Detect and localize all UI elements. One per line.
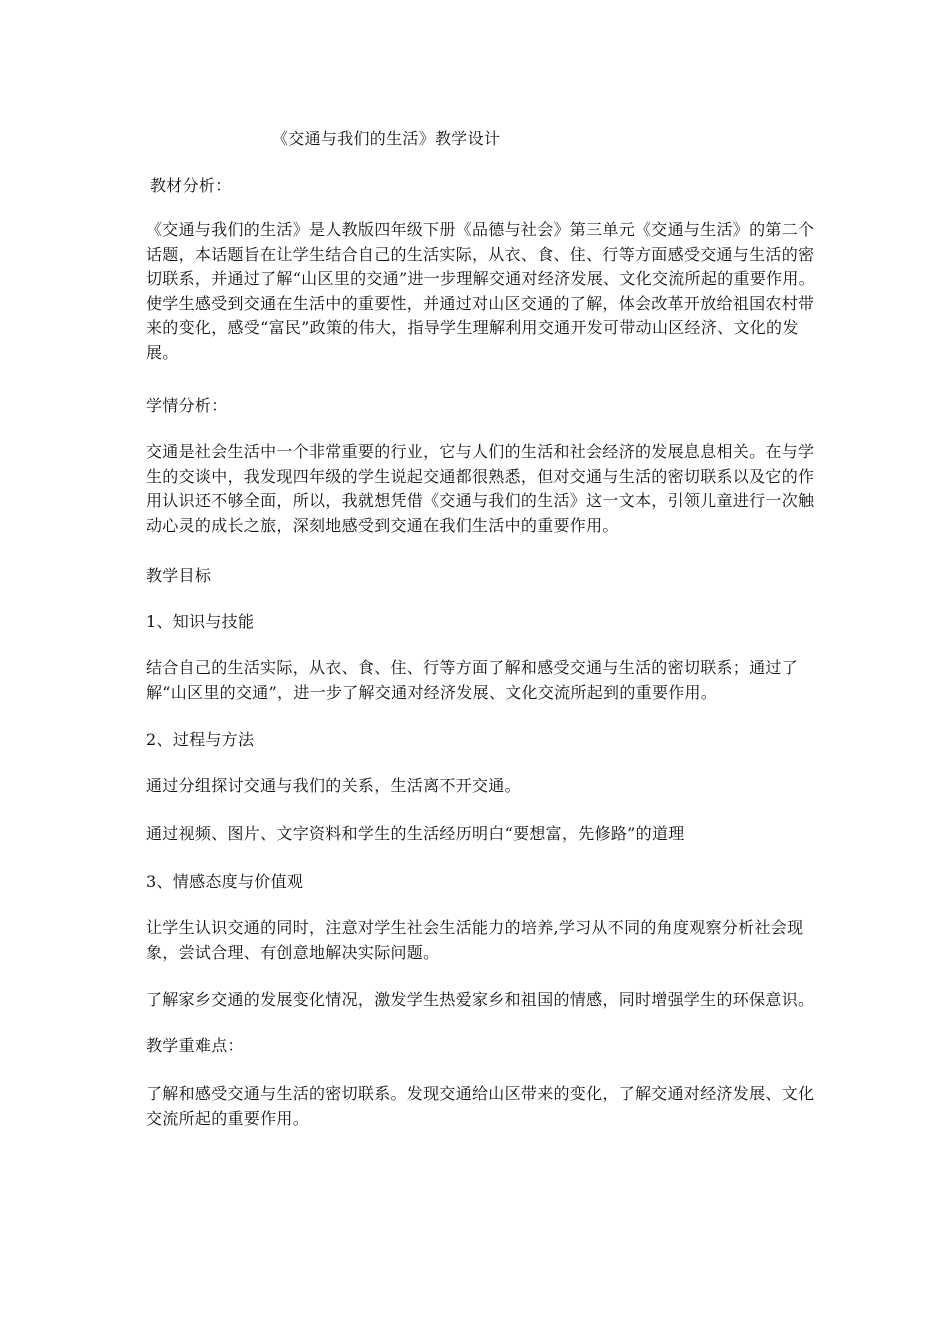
key-difficult-points-heading: 教学重难点： — [146, 1036, 244, 1055]
goal-knowledge-body: 结合自己的生活实际，从衣、食、住、行等方面了解和感受交通与生活的密切联系；通过了解“山区里的交通”，进一步了解交通对经济发展、文化交流所起到的重要作用。 — [146, 658, 799, 702]
student-analysis-body: 交通是社会生活中一个非常重要的行业，它与人们的生活和社会经济的发展息息相关。在与学生的交谈中，我发现四年级的学生说起交通都很熟悉，但对交通与生活的密切联系以及它的作用认识还不够全面，所以，我就想凭借《交通与我们的生活》这一文本，引领儿童进行一次触动心灵的成长之旅，深刻地感受到交通在我们生活中的重要作用。 — [146, 442, 815, 535]
textbook-analysis-body: 《交通与我们的生活》是人教版四年级下册《品德与社会》第三单元《交通与生活》的第二个话题，本话题旨在让学生结合自己的生活实际，从衣、食、住、行等方面感受交通与生活的密切联系，并通过了解“山区里的交通”进一步理解交通对经济发展、文化交流所起的重要作用。使学生感受到交通在生活中的重要性，并通过对山区交通的了解，体会改革开放给祖国农村带来的变化，感受“富民”政策的伟大，指导学生理解利用交通开发可带动山区经济、文化的发展。 — [146, 220, 815, 362]
goal-knowledge-heading: 1、知识与技能 — [146, 612, 255, 631]
goal-process-body-2: 通过视频、图片、文字资料和学生的生活经历明白“要想富，先修路”的道理 — [146, 824, 685, 843]
goal-process-heading: 2、过程与方法 — [146, 730, 255, 749]
textbook-analysis-heading: 教材分析： — [150, 176, 232, 195]
student-analysis-heading: 学情分析： — [146, 396, 228, 415]
goal-process-body-1: 通过分组探讨交通与我们的关系，生活离不开交通。 — [146, 776, 521, 795]
goal-attitude-heading: 3、情感态度与价值观 — [146, 872, 304, 891]
document-title: 《交通与我们的生活》教学设计 — [272, 129, 501, 148]
key-difficult-points-body: 了解和感受交通与生活的密切联系。发现交通给山区带来的变化，了解交通对经济发展、文化交流所起的重要作用。 — [146, 1084, 815, 1128]
teaching-goals-heading: 教学目标 — [146, 566, 212, 585]
goal-attitude-body-1: 让学生认识交通的同时，注意对学生社会生活能力的培养,学习从不同的角度观察分析社会现象，尝试合理、有创意地解决实际问题。 — [146, 918, 804, 962]
goal-attitude-body-2: 了解家乡交通的发展变化情况，激发学生热爱家乡和祖国的情感，同时增强学生的环保意识。 — [146, 990, 815, 1009]
